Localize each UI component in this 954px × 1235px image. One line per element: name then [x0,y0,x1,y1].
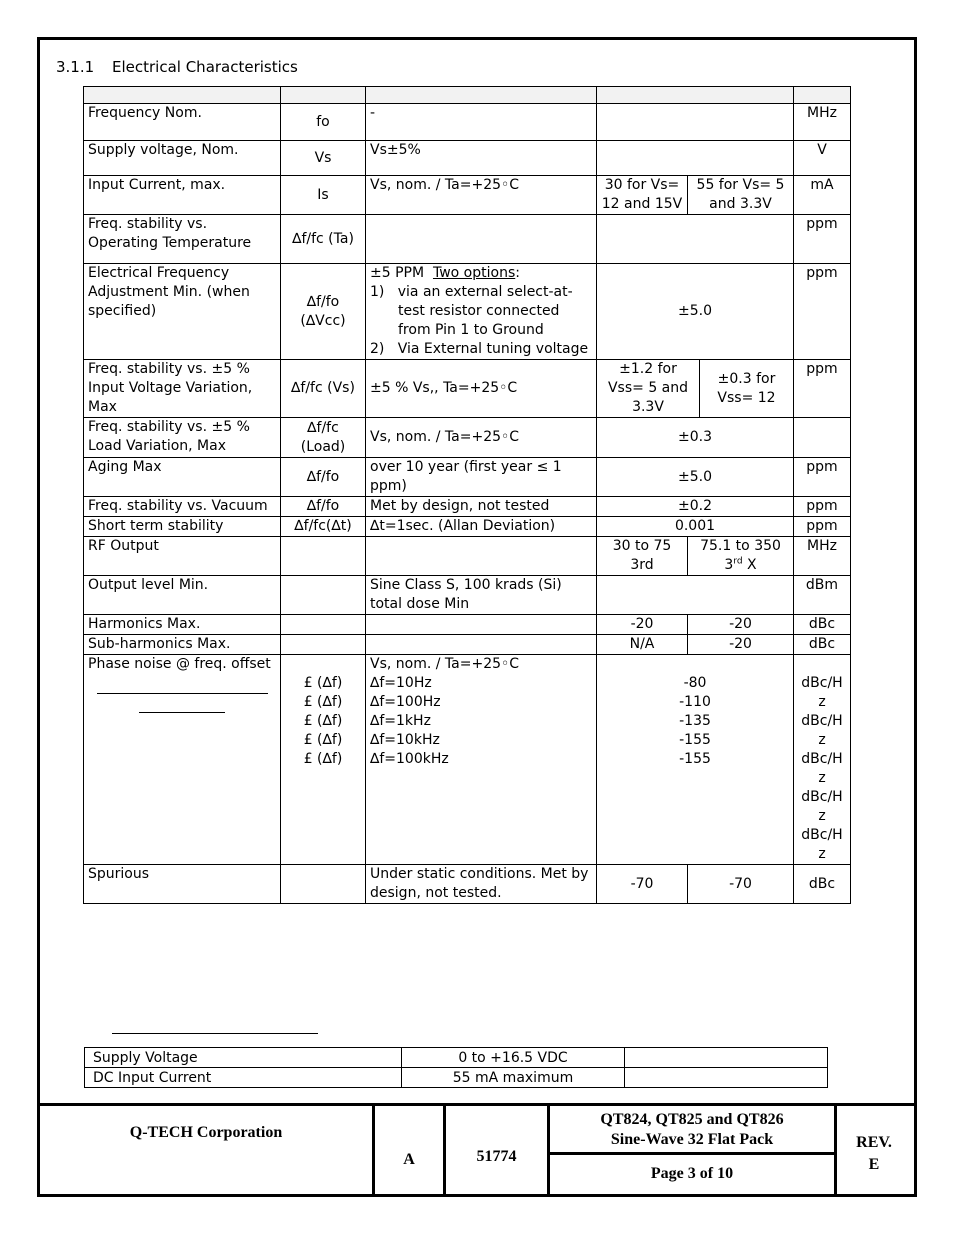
param-cell: Freq. stability vs. ±5 % Load Variation, Max [84,418,281,458]
symbol-cell: Vs [281,141,366,176]
table-header-row [84,87,851,104]
value-cell [597,215,794,264]
unit-cell [794,418,851,458]
list-item: 2) Via External tuning voltage [370,341,589,357]
symbol-cell: Is [281,176,366,215]
unit-cell: dBc/H z dBc/H z dBc/H z dBc/H z dBc/H z [794,655,851,865]
condition-cell: Under static conditions. Met by design, not tested. [366,865,597,904]
param-cell: Electrical Frequency Adjustment Min. (when specified) [84,264,281,360]
symbol-cell: ∆f/fc (Vs) [281,360,366,418]
symbol-cell: ∆f/fo (∆Vcc) [281,264,366,360]
table-row [84,176,851,215]
blank-rule [139,712,225,713]
blank-rule [112,1033,318,1034]
table-row [84,497,851,517]
symbol-cell [281,635,366,655]
electrical-characteristics-table [83,86,851,904]
value-cell: ±1.2 for Vss= 5 and 3.3V [597,360,700,418]
symbol-cell [281,865,366,904]
condition-cell: Met by design, not tested [366,497,597,517]
value-cell: 30 to 75 3rd [597,537,688,576]
condition-cell: Sine Class S, 100 krads (Si) total dose Min [366,576,597,615]
rf-range-value: 75.1 to 350 [700,538,781,554]
condition-cell: over 10 year (first year ≤ 1 ppm) [366,458,597,497]
table-row [84,264,851,360]
value-cell: 0 to +16.5 VDC [402,1048,625,1068]
table-row [84,635,851,655]
table-row [84,360,851,418]
value-cell: -70 [688,865,794,904]
param-cell: Freq. stability vs. ±5 % Input Voltage Variation, Max [84,360,281,418]
unit-cell: dBc [794,865,851,904]
condition-cell: - [366,104,597,141]
table-row [84,104,851,141]
page-number: Page 3 of 10 [650,1165,734,1182]
table-row [84,865,851,904]
unit-cell: dBc [794,635,851,655]
param-cell: Phase noise @ freq. offset [84,655,281,865]
table-row [84,141,851,176]
condition-cell: Vs±5% [366,141,597,176]
symbol-cell: ∆f/fc (Load) [281,418,366,458]
unit-cell: ppm [794,517,851,537]
value-cell: N/A [597,635,688,655]
value-cell: -80 -110 -135 -155 -155 [597,655,794,865]
value-cell: 30 for Vs= 12 and 15V [597,176,688,215]
param-cell: RF Output [84,537,281,576]
section-heading [56,58,298,76]
symbol-cell: ∆f/fo [281,458,366,497]
param-cell: Freq. stability vs. Operating Temperature [84,215,281,264]
value-cell: 55 mA maximum [402,1068,625,1088]
section-number: 3.1.1 [56,58,95,76]
unit-cell: dBc [794,615,851,635]
company-name: Q-TECH Corporation [129,1124,283,1141]
value-cell [597,104,794,141]
unit-cell: ppm [794,264,851,360]
unit-cell: dBm [794,576,851,615]
param-cell: Sub-harmonics Max. [84,635,281,655]
condition-cell: Vs, nom. / Ta=+25◦C ∆f=10Hz ∆f=100Hz ∆f=1kHz ∆f=10kHz ∆f=100kHz [366,655,597,865]
table-row [84,458,851,497]
absolute-ratings-table [84,1047,828,1088]
footer-divider [372,1106,375,1194]
value-cell: ±0.3 for Vss= 12 [700,360,794,418]
symbol-cell: ∆f/fc (Ta) [281,215,366,264]
value-cell: ±0.2 [597,497,794,517]
param-cell: Freq. stability vs. Vacuum [84,497,281,517]
symbol-cell [281,576,366,615]
param-cell: Output level Min. [84,576,281,615]
param-cell: Supply Voltage [85,1048,402,1068]
symbol-cell: ∆f/fc(∆t) [281,517,366,537]
unit-cell: V [794,141,851,176]
param-cell: Aging Max [84,458,281,497]
value-cell: 0.001 [597,517,794,537]
condition-cell [366,635,597,655]
param-cell: DC Input Current [85,1068,402,1088]
options-list [370,283,592,359]
condition-cell [366,215,597,264]
empty-cell [625,1048,828,1068]
value-cell: ±0.3 [597,418,794,458]
table-row [84,576,851,615]
size-code: A [403,1151,415,1168]
table-row [84,418,851,458]
unit-cell: ppm [794,215,851,264]
value-cell: -20 [597,615,688,635]
table-row [84,215,851,264]
condition-cell [366,537,597,576]
param-cell: Input Current, max. [84,176,281,215]
value-cell: -70 [597,865,688,904]
table-row [85,1068,828,1088]
options-label: Two options [432,265,516,281]
blank-rule [97,693,268,694]
condition-cell: Vs, nom. / Ta=+25◦C [366,176,597,215]
unit-cell: mA [794,176,851,215]
document-title: QT824, QT825 and QT826 Sine-Wave 32 Flat Pack [600,1111,784,1148]
unit-cell: MHz [794,104,851,141]
value-cell: 55 for Vs= 5 and 3.3V [688,176,794,215]
unit-cell: ppm [794,360,851,418]
list-item: 1) via an external select-at-test resistor connected from Pin 1 to Ground [370,284,573,338]
value-cell [597,576,794,615]
section-title: Electrical Characteristics [112,58,298,76]
footer-divider [550,1152,834,1155]
condition-cell: Vs, nom. / Ta=+25◦C [366,418,597,458]
unit-cell: ppm [794,497,851,517]
condition-cell: ±5 % Vs,, Ta=+25◦C [366,360,597,418]
param-cell: Frequency Nom. [84,104,281,141]
table-row [84,655,851,865]
table-row [84,517,851,537]
options-colon: : [515,265,520,281]
value-cell: ±5.0 [597,264,794,360]
value-cell: -20 [688,635,794,655]
empty-cell [625,1068,828,1088]
value-cell: 75.1 to 350 3rd X [688,537,794,576]
symbol-cell [281,615,366,635]
symbol-cell [281,537,366,576]
table-row [84,537,851,576]
unit-cell: ppm [794,458,851,497]
symbol-cell: fo [281,104,366,141]
condition-cell [366,615,597,635]
revision: REV. E [856,1134,892,1173]
value-cell: ±5.0 [597,458,794,497]
document-footer [40,1103,914,1194]
document-number: 51774 [476,1148,517,1165]
symbol-cell: £ (∆f) £ (∆f) £ (∆f) £ (∆f) £ (∆f) [281,655,366,865]
symbol-cell: ∆f/fo [281,497,366,517]
value-cell [597,141,794,176]
param-cell: Harmonics Max. [84,615,281,635]
unit-cell: MHz [794,537,851,576]
condition-cell: ∆t=1sec. (Allan Deviation) [366,517,597,537]
table-row [85,1048,828,1068]
param-cell: Short term stability [84,517,281,537]
condition-cell [366,264,597,360]
value-cell: -20 [688,615,794,635]
condition-prefix: ±5 PPM [370,265,425,281]
table-row [84,615,851,635]
param-cell: Spurious [84,865,281,904]
param-cell: Supply voltage, Nom. [84,141,281,176]
